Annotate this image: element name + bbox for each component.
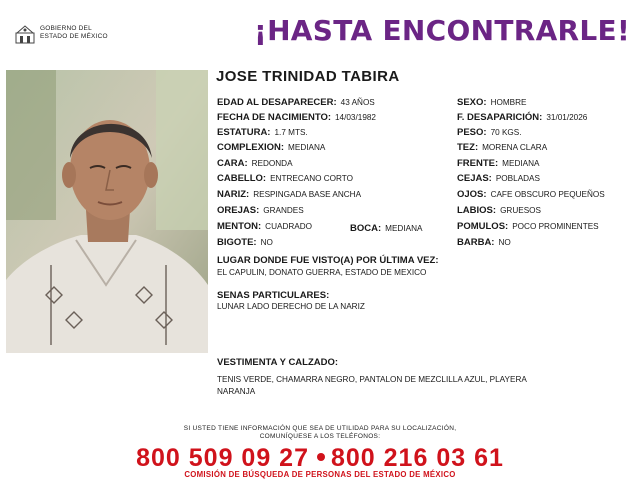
label-bigote: BIGOTE: bbox=[217, 237, 257, 248]
value-bigote: NO bbox=[260, 238, 273, 247]
label-f-desaparicion: F. DESAPARICIÓN: bbox=[457, 112, 543, 123]
value-boca: MEDIANA bbox=[385, 224, 423, 233]
government-logo-text bbox=[40, 25, 108, 41]
label-ojos: OJOS: bbox=[457, 189, 487, 200]
field-edad bbox=[217, 97, 375, 108]
clothing-text-line-2: NARANJA bbox=[217, 387, 256, 396]
phone-number-2[interactable]: 800 216 03 61 bbox=[331, 444, 504, 472]
field-estatura bbox=[217, 127, 308, 138]
gov-line-1: GOBIERNO DEL bbox=[40, 25, 92, 32]
value-edad: 43 AÑOS bbox=[340, 98, 375, 107]
field-f-desaparicion bbox=[457, 112, 587, 123]
label-menton: MENTON: bbox=[217, 221, 262, 232]
field-cara bbox=[217, 158, 293, 169]
label-boca: BOCA: bbox=[350, 223, 382, 234]
value-cejas: POBLADAS bbox=[495, 174, 540, 183]
gov-line-2: ESTADO DE MÉXICO bbox=[40, 33, 108, 40]
label-sexo: SEXO: bbox=[457, 97, 487, 108]
field-bigote bbox=[217, 237, 273, 248]
label-peso: PESO: bbox=[457, 127, 487, 138]
clothing-text-line-1: TENIS VERDE, CHAMARRA NEGRO, PANTALON DE MEZCLILLA AZUL, PLAYERA bbox=[217, 375, 527, 384]
distinguishing-marks-text: LUNAR LADO DERECHO DE LA NARIZ bbox=[217, 302, 365, 311]
slogan-title: ¡HASTA ENCONTRARLE! bbox=[254, 14, 631, 47]
value-frente: MEDIANA bbox=[502, 159, 540, 168]
contact-info-line-2: COMUNÍQUESE A LOS TELÉFONOS: bbox=[259, 433, 381, 440]
value-pomulos: POCO PROMINENTES bbox=[512, 222, 599, 231]
person-name: JOSE TRINIDAD TABIRA bbox=[216, 68, 400, 85]
field-orejas bbox=[217, 205, 304, 216]
value-estatura: 1.7 MTS. bbox=[274, 128, 308, 137]
field-ojos bbox=[457, 189, 605, 200]
value-cabello: ENTRECANO CORTO bbox=[270, 174, 354, 183]
field-boca bbox=[350, 223, 422, 234]
clothing-title: VESTIMENTA Y CALZADO: bbox=[217, 357, 339, 368]
field-nariz bbox=[217, 189, 361, 200]
label-labios: LABIOS: bbox=[457, 205, 497, 216]
bullet-dot-icon bbox=[317, 453, 325, 461]
value-cara: REDONDA bbox=[251, 159, 293, 168]
distinguishing-marks-title: SENAS PARTICULARES: bbox=[217, 290, 330, 301]
value-sexo: HOMBRE bbox=[490, 98, 527, 107]
value-complexion: MEDIANA bbox=[288, 143, 326, 152]
field-complexion bbox=[217, 142, 325, 153]
value-labios: GRUESOS bbox=[500, 206, 542, 215]
label-edad: EDAD AL DESAPARECER: bbox=[217, 97, 337, 108]
phone-number-1[interactable]: 800 509 09 27 bbox=[136, 444, 309, 472]
field-frente bbox=[457, 158, 539, 169]
label-barba: BARBA: bbox=[457, 237, 495, 248]
state-seal-icon bbox=[14, 23, 36, 45]
value-menton: CUADRADO bbox=[265, 222, 313, 231]
field-fecha-nacimiento bbox=[217, 112, 376, 123]
label-cabello: CABELLO: bbox=[217, 173, 267, 184]
value-tez: MORENA CLARA bbox=[482, 143, 548, 152]
contact-info-text bbox=[0, 425, 640, 441]
label-complexion: COMPLEXION: bbox=[217, 142, 285, 153]
field-cejas bbox=[457, 173, 540, 184]
label-pomulos: POMULOS: bbox=[457, 221, 509, 232]
value-nariz: RESPINGADA BASE ANCHA bbox=[253, 190, 362, 199]
label-nariz: NARIZ: bbox=[217, 189, 250, 200]
commission-name: COMISIÓN DE BÚSQUEDA DE PERSONAS DEL ESTADO DE MÉXICO bbox=[184, 470, 456, 479]
value-barba: NO bbox=[498, 238, 511, 247]
field-tez bbox=[457, 142, 547, 153]
field-cabello bbox=[217, 173, 353, 184]
label-cara: CARA: bbox=[217, 158, 248, 169]
label-fecha-nacimiento: FECHA DE NACIMIENTO: bbox=[217, 112, 331, 123]
value-f-desaparicion: 31/01/2026 bbox=[546, 113, 588, 122]
field-peso bbox=[457, 127, 522, 138]
field-sexo bbox=[457, 97, 527, 108]
phone-numbers bbox=[0, 444, 640, 473]
person-photo bbox=[6, 70, 208, 353]
label-frente: FRENTE: bbox=[457, 158, 499, 169]
label-cejas: CEJAS: bbox=[457, 173, 492, 184]
value-ojos: CAFE OBSCURO PEQUEÑOS bbox=[490, 190, 605, 199]
field-menton bbox=[217, 221, 312, 232]
label-tez: TEZ: bbox=[457, 142, 479, 153]
contact-info-line-1: SI USTED TIENE INFORMACIÓN QUE SEA DE UTILIDAD PARA SU LOCALIZACIÓN, bbox=[183, 425, 457, 432]
field-pomulos bbox=[457, 221, 599, 232]
label-orejas: OREJAS: bbox=[217, 205, 260, 216]
field-labios bbox=[457, 205, 541, 216]
last-seen-title: LUGAR DONDE FUE VISTO(A) POR ÚLTIMA VEZ: bbox=[217, 255, 439, 266]
last-seen-text: EL CAPULIN, DONATO GUERRA, ESTADO DE MEXICO bbox=[217, 268, 427, 277]
value-fecha-nacimiento: 14/03/1982 bbox=[335, 113, 376, 122]
value-orejas: GRANDES bbox=[263, 206, 304, 215]
label-estatura: ESTATURA: bbox=[217, 127, 271, 138]
field-barba bbox=[457, 237, 511, 248]
value-peso: 70 KGS. bbox=[490, 128, 522, 137]
